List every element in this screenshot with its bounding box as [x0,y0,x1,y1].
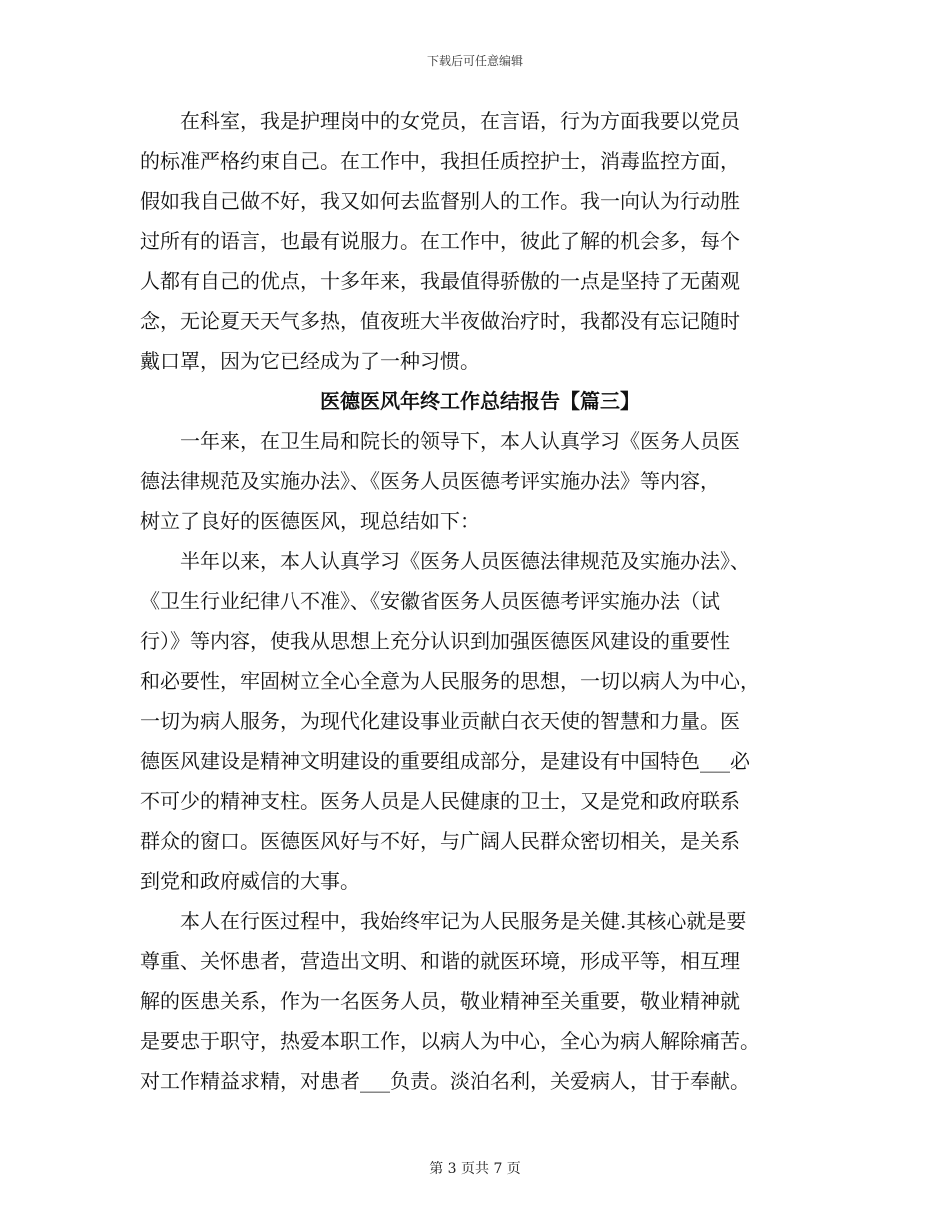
paragraph-line: 对工作精益求精，对患者___负责。淡泊名利，关爱病人，甘于奉献。 [140,1069,750,1093]
paragraph-line: 和必要性，牢固树立全心全意为人民服务的思想，一切以病人为中心， [140,669,760,693]
paragraph-line: 尊重、关怀患者，营造出文明、和谐的就医环境，形成平等，相互理 [140,949,740,973]
paragraph-line: 德医风建设是精神文明建设的重要组成部分，是建设有中国特色___必 [140,749,750,773]
paragraph-line: 解的医患关系，作为一名医务人员，敬业精神至关重要，敬业精神就 [140,989,740,1013]
paragraph-line: 是要忠于职守，热爱本职工作，以病人为中心，全心为病人解除痛苦。 [140,1029,760,1053]
page-header: 下载后可任意编辑 [426,54,523,68]
paragraph-line: 树立了良好的医德医风，现总结如下： [140,509,480,533]
document-body [140,101,820,1101]
paragraph-line: 本人在行医过程中，我始终牢记为人民服务是关健.其核心就是要 [140,909,747,933]
paragraph-line: 一切为病人服务，为现代化建设事业贡献白衣天使的智慧和力量。医 [140,709,740,733]
page-footer: 第 3 页共 7 页 [429,1161,521,1177]
paragraph-line: 德法律规范及实施办法》、《医务人员医德考评实施办法》等内容， [140,469,720,493]
paragraph-line: 一年来，在卫生局和院长的领导下，本人认真学习《医务人员医 [140,429,740,453]
paragraph-line: 行）》等内容，使我从思想上充分认识到加强医德医风建设的重要性 [140,629,730,653]
paragraph-line: 半年以来，本人认真学习《医务人员医德法律规范及实施办法》、 [140,549,750,573]
paragraph-line: 戴口罩，因为它已经成为了一种习惯。 [140,349,480,373]
paragraph-line: 念，无论夏天天气多热，值夜班大半夜做治疗时，我都没有忘记随时 [140,309,740,333]
paragraph-line: 人都有自己的优点，十多年来，我最值得骄傲的一点是坚持了无菌观 [140,269,740,293]
paragraph-line: 不可少的精神支柱。医务人员是人民健康的卫士，又是党和政府联系 [140,789,740,813]
paragraph-line: 在科室，我是护理岗中的女党员，在言语，行为方面我要以党员 [140,109,740,133]
paragraph-line: 假如我自己做不好，我又如何去监督别人的工作。我一向认为行动胜 [140,189,740,213]
paragraph-line: 群众的窗口。医德医风好与不好，与广阔人民群众密切相关，是关系 [140,829,740,853]
paragraph-line: 《卫生行业纪律八不准》、《安徽省医务人员医德考评实施办法（试 [140,589,720,613]
paragraph-line: 到党和政府威信的大事。 [140,869,360,893]
paragraph-line: 的标准严格约束自己。在工作中，我担任质控护士，消毒监控方面， [140,149,740,173]
paragraph-line: 过所有的语言，也最有说服力。在工作中，彼此了解的机会多，每个 [140,229,740,253]
section-title: 医德医风年终工作总结报告【篇三】 [320,389,640,413]
